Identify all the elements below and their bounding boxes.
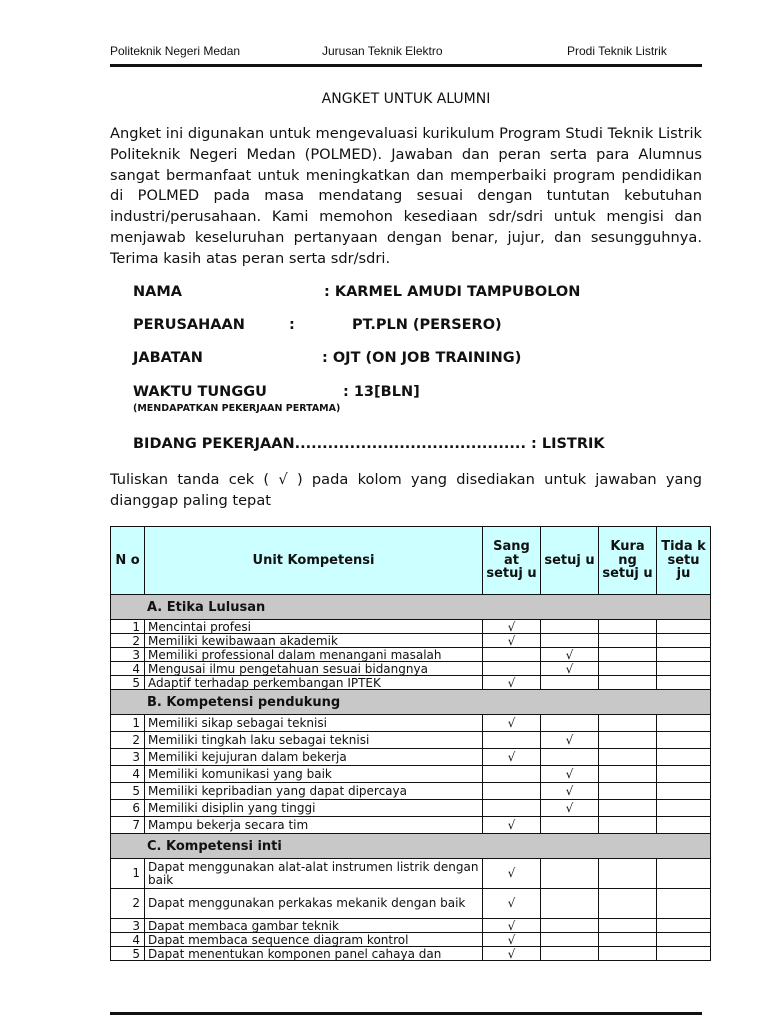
waktu-tunggu-value: : 13[BLN] — [343, 384, 420, 400]
answer-cell-ss[interactable] — [483, 620, 541, 634]
competency-text: Memiliki disiplin yang tinggi — [145, 800, 483, 817]
answer-cell-s[interactable] — [541, 732, 599, 749]
answer-cell-ks[interactable] — [599, 715, 657, 732]
answer-cell-ks[interactable] — [599, 947, 657, 961]
row-number: 4 — [111, 766, 145, 783]
check-mark-icon: √ — [565, 783, 574, 798]
answer-cell-ss[interactable] — [483, 648, 541, 662]
header-setuju: setuj u — [541, 527, 599, 595]
answer-cell-ts[interactable] — [657, 947, 711, 961]
row-number: 5 — [111, 676, 145, 690]
answer-cell-s[interactable] — [541, 800, 599, 817]
header-tidak-setuju: Tida k setu ju — [657, 527, 711, 595]
answer-cell-ss[interactable] — [483, 732, 541, 749]
perusahaan-colon: : — [289, 317, 295, 333]
answer-cell-ts[interactable] — [657, 859, 711, 889]
check-mark-icon: √ — [565, 732, 574, 747]
check-mark-icon: √ — [507, 619, 516, 634]
table-row — [111, 715, 711, 732]
answer-cell-s[interactable] — [541, 889, 599, 919]
answer-cell-ks[interactable] — [599, 817, 657, 834]
intro-paragraph: Angket ini digunakan untuk mengevaluasi kurikulum Program Studi Teknik Listrik Politeknik Negeri Medan (POLMED). Jawaban dan peran serta para Alumnus sangat bermanfaat untuk meningkatkan dan memperbaiki program pendidikan di POLMED pada masa mendatang sesuai dengan tuntutan kebutuhan industri/perusahaan. Kami memohon kesediaan sdr/sdri untuk mengisi dan menjawab keseluruhan pertanyaan dengan benar, jujur, dan sesungguhnya. Terima kasih atas peran serta sdr/sdri. — [110, 125, 702, 267]
answer-cell-s[interactable] — [541, 620, 599, 634]
competency-text: Dapat membaca sequence diagram kontrol — [145, 933, 483, 947]
header-department: Jurusan Teknik Elektro — [322, 44, 443, 58]
table-row — [111, 732, 711, 749]
table-row — [111, 800, 711, 817]
check-mark-icon: √ — [507, 918, 516, 933]
answer-cell-s[interactable] — [541, 766, 599, 783]
row-number: 5 — [111, 783, 145, 800]
row-number: 3 — [111, 648, 145, 662]
answer-cell-ss[interactable] — [483, 676, 541, 690]
jabatan-value: : OJT (ON JOB TRAINING) — [322, 350, 522, 366]
answer-cell-ss[interactable] — [483, 766, 541, 783]
answer-cell-ss[interactable] — [483, 947, 541, 961]
table-row — [111, 783, 711, 800]
footer-divider — [110, 1012, 702, 1015]
row-number: 6 — [111, 800, 145, 817]
section-title: C. Kompetensi inti — [111, 834, 711, 859]
check-mark-icon: √ — [565, 766, 574, 781]
answer-cell-s[interactable] — [541, 783, 599, 800]
answer-cell-ks[interactable] — [599, 766, 657, 783]
competency-text: Mampu bekerja secara tim — [145, 817, 483, 834]
answer-cell-s[interactable] — [541, 859, 599, 889]
check-mark-icon: √ — [507, 749, 516, 764]
answer-cell-s[interactable] — [541, 933, 599, 947]
answer-cell-ts[interactable] — [657, 766, 711, 783]
answer-cell-ss[interactable] — [483, 662, 541, 676]
header-kurang-setuju: Kura ng setuj u — [599, 527, 657, 595]
answer-cell-ks[interactable] — [599, 933, 657, 947]
table-row — [111, 634, 711, 648]
answer-cell-ts[interactable] — [657, 749, 711, 766]
answer-cell-ks[interactable] — [599, 749, 657, 766]
check-mark-icon: √ — [507, 817, 516, 832]
answer-cell-ts[interactable] — [657, 620, 711, 634]
answer-cell-ts[interactable] — [657, 732, 711, 749]
competency-text: Memiliki kepribadian yang dapat dipercaya — [145, 783, 483, 800]
competency-text: Memiliki tingkah laku sebagai teknisi — [145, 732, 483, 749]
answer-cell-ss[interactable] — [483, 749, 541, 766]
waktu-tunggu-note: (MENDAPATKAN PEKERJAAN PERTAMA) — [133, 403, 341, 414]
competency-text: Dapat menentukan komponen panel cahaya dan — [145, 947, 483, 961]
answer-cell-s[interactable] — [541, 817, 599, 834]
check-mark-icon: √ — [507, 946, 516, 961]
answer-cell-s[interactable] — [541, 676, 599, 690]
answer-cell-ts[interactable] — [657, 634, 711, 648]
competency-text: Memiliki sikap sebagai teknisi — [145, 715, 483, 732]
answer-cell-ss[interactable] — [483, 715, 541, 732]
header-institution: Politeknik Negeri Medan — [110, 44, 241, 58]
table-row — [111, 662, 711, 676]
answer-cell-ks[interactable] — [599, 648, 657, 662]
jabatan-label: JABATAN — [133, 350, 203, 366]
answer-cell-ss[interactable] — [483, 634, 541, 648]
answer-cell-ss[interactable] — [483, 783, 541, 800]
perusahaan-label: PERUSAHAAN — [133, 317, 245, 333]
page-title: ANGKET UNTUK ALUMNI — [321, 91, 491, 107]
answer-cell-s[interactable] — [541, 947, 599, 961]
answer-cell-ks[interactable] — [599, 676, 657, 690]
row-number: 1 — [111, 859, 145, 889]
answer-cell-ks[interactable] — [599, 620, 657, 634]
competency-text: Dapat menggunakan perkakas mekanik dengan baik — [145, 889, 483, 919]
answer-cell-ss[interactable] — [483, 933, 541, 947]
answer-cell-ks[interactable] — [599, 732, 657, 749]
table-row — [111, 817, 711, 834]
answer-cell-s[interactable] — [541, 634, 599, 648]
check-mark-icon: √ — [507, 932, 516, 947]
check-mark-icon: √ — [565, 647, 574, 662]
check-mark-icon: √ — [507, 675, 516, 690]
table-row — [111, 620, 711, 634]
answer-cell-ts[interactable] — [657, 800, 711, 817]
answer-cell-s[interactable] — [541, 662, 599, 676]
answer-cell-s[interactable] — [541, 648, 599, 662]
check-mark-icon: √ — [507, 715, 516, 730]
row-number: 2 — [111, 889, 145, 919]
header-unit-kompetensi: Unit Kompetensi — [145, 527, 483, 595]
section-row — [111, 690, 711, 715]
answer-cell-ts[interactable] — [657, 933, 711, 947]
row-number: 7 — [111, 817, 145, 834]
answer-cell-ts[interactable] — [657, 889, 711, 919]
competency-text: Mengusai ilmu pengetahuan sesuai bidangnya — [145, 662, 483, 676]
answer-cell-ks[interactable] — [599, 800, 657, 817]
answer-cell-ss[interactable] — [483, 817, 541, 834]
competency-text: Memiliki kewibawaan akademik — [145, 634, 483, 648]
section-row — [111, 595, 711, 620]
header-divider — [110, 64, 702, 67]
header-no: N o — [111, 527, 145, 595]
check-mark-icon: √ — [507, 633, 516, 648]
answer-cell-s[interactable] — [541, 715, 599, 732]
competency-text: Dapat menggunakan alat-alat instrumen listrik dengan baik — [145, 859, 483, 889]
table-row — [111, 676, 711, 690]
row-number: 5 — [111, 947, 145, 961]
section-title: B. Kompetensi pendukung — [111, 690, 711, 715]
answer-cell-ts[interactable] — [657, 676, 711, 690]
table-row — [111, 766, 711, 783]
row-number: 2 — [111, 732, 145, 749]
answer-cell-ss[interactable] — [483, 889, 541, 919]
answer-cell-ss[interactable] — [483, 919, 541, 933]
nama-value: : KARMEL AMUDI TAMPUBOLON — [324, 284, 581, 300]
section-title: A. Etika Lulusan — [111, 595, 711, 620]
bidang-pekerjaan: BIDANG PEKERJAAN.......................................... : LISTRIK — [133, 436, 605, 452]
header-sangat-setuju: Sang at setuj u — [483, 527, 541, 595]
answer-cell-ts[interactable] — [657, 817, 711, 834]
row-number: 1 — [111, 715, 145, 732]
competency-text: Dapat membaca gambar teknik — [145, 919, 483, 933]
row-number: 2 — [111, 634, 145, 648]
section-row — [111, 834, 711, 859]
waktu-tunggu-label: WAKTU TUNGGU — [133, 384, 267, 400]
answer-cell-ss[interactable] — [483, 859, 541, 889]
table-row — [111, 933, 711, 947]
table-row — [111, 648, 711, 662]
answer-cell-ss[interactable] — [483, 800, 541, 817]
answer-cell-ks[interactable] — [599, 783, 657, 800]
answer-cell-s[interactable] — [541, 919, 599, 933]
answer-cell-ts[interactable] — [657, 919, 711, 933]
table-row — [111, 859, 711, 889]
competency-table — [110, 526, 711, 961]
competency-text: Memiliki komunikasi yang baik — [145, 766, 483, 783]
competency-text: Adaptif terhadap perkembangan IPTEK — [145, 676, 483, 690]
row-number: 1 — [111, 620, 145, 634]
instruction-text: Tuliskan tanda cek ( √ ) pada kolom yang disediakan untuk jawaban yang dianggap paling tepat — [110, 471, 702, 509]
row-number: 4 — [111, 933, 145, 947]
competency-text: Memiliki professional dalam menangani masalah — [145, 648, 483, 662]
answer-cell-ts[interactable] — [657, 648, 711, 662]
check-mark-icon: √ — [565, 661, 574, 676]
perusahaan-value: PT.PLN (PERSERO) — [352, 317, 502, 333]
answer-cell-ks[interactable] — [599, 859, 657, 889]
answer-cell-s[interactable] — [541, 749, 599, 766]
header-program: Prodi Teknik Listrik — [567, 44, 667, 58]
row-number: 4 — [111, 662, 145, 676]
answer-cell-ts[interactable] — [657, 715, 711, 732]
answer-cell-ks[interactable] — [599, 919, 657, 933]
table-row — [111, 749, 711, 766]
check-mark-icon: √ — [565, 800, 574, 815]
table-row — [111, 947, 711, 961]
row-number: 3 — [111, 749, 145, 766]
answer-cell-ks[interactable] — [599, 662, 657, 676]
row-number: 3 — [111, 919, 145, 933]
nama-label: NAMA — [133, 284, 183, 300]
answer-cell-ks[interactable] — [599, 889, 657, 919]
competency-text: Memiliki kejujuran dalam bekerja — [145, 749, 483, 766]
table-row — [111, 889, 711, 919]
answer-cell-ts[interactable] — [657, 783, 711, 800]
table-row — [111, 919, 711, 933]
answer-cell-ks[interactable] — [599, 634, 657, 648]
competency-text: Mencintai profesi — [145, 620, 483, 634]
answer-cell-ts[interactable] — [657, 662, 711, 676]
check-mark-icon: √ — [507, 866, 516, 880]
check-mark-icon: √ — [507, 896, 516, 910]
